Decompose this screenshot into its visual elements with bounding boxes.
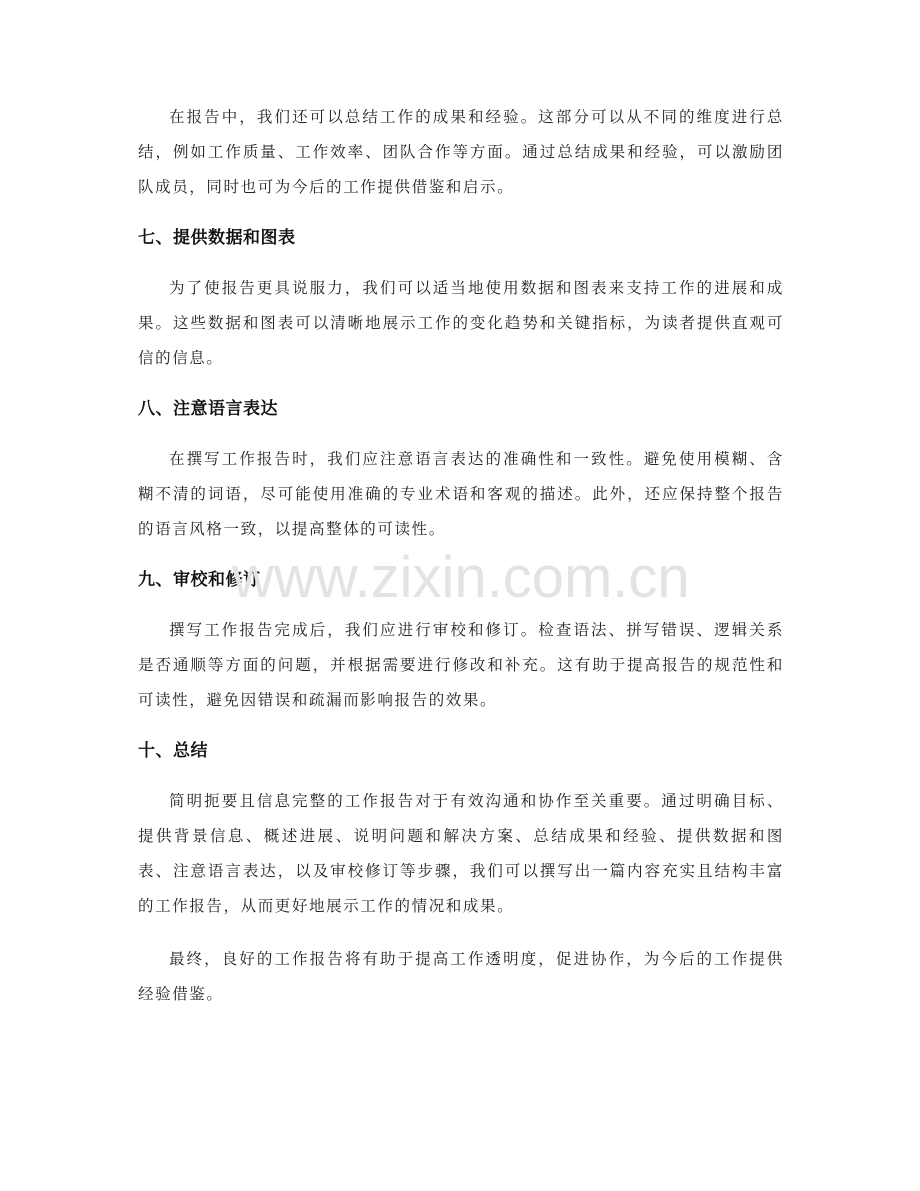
paragraph-data-charts: 为了使报告更具说服力，我们可以适当地使用数据和图表来支持工作的进展和成果。这些数据和图表可以清晰地展示工作的变化趋势和关键指标，为读者提供直观可信的信息。 bbox=[138, 279, 784, 367]
heading-section-8: 八、注意语言表达 bbox=[138, 399, 278, 419]
paragraph-summary-experience: 在报告中，我们还可以总结工作的成果和经验。这部分可以从不同的维度进行总结，例如工作质量、工作效率、团队合作等方面。通过总结成果和经验，可以激励团队成员，同时也可为今后的工作提供借鉴和启示。 bbox=[138, 108, 784, 196]
document-body bbox=[138, 100, 784, 1012]
paragraph-final: 最终，良好的工作报告将有助于提高工作透明度，促进协作，为今后的工作提供经验借鉴。 bbox=[138, 950, 784, 1003]
heading-section-10: 十、总结 bbox=[138, 741, 208, 761]
heading-section-7: 七、提供数据和图表 bbox=[138, 228, 296, 248]
paragraph-language-expression: 在撰写工作报告时，我们应注意语言表达的准确性和一致性。避免使用模糊、含糊不清的词语，尽可能使用准确的专业术语和客观的描述。此外，还应保持整个报告的语言风格一致，以提高整体的可读性。 bbox=[138, 450, 784, 538]
heading-section-9: 九、审校和修订 bbox=[138, 570, 261, 590]
paragraph-review-revision: 撰写工作报告完成后，我们应进行审校和修订。检查语法、拼写错误、逻辑关系是否通顺等方面的问题，并根据需要进行修改和补充。这有助于提高报告的规范性和可读性，避免因错误和疏漏而影响报告的效果。 bbox=[138, 621, 784, 709]
watermark-text: www.zixin.com.cn bbox=[232, 545, 690, 610]
paragraph-conclusion: 简明扼要且信息完整的工作报告对于有效沟通和协作至关重要。通过明确目标、提供背景信息、概述进展、说明问题和解决方案、总结成果和经验、提供数据和图表、注意语言表达，以及审校修订等步骤，我们可以撰写出一篇内容充实且结构丰富的工作报告，从而更好地展示工作的情况和成果。 bbox=[138, 792, 784, 915]
